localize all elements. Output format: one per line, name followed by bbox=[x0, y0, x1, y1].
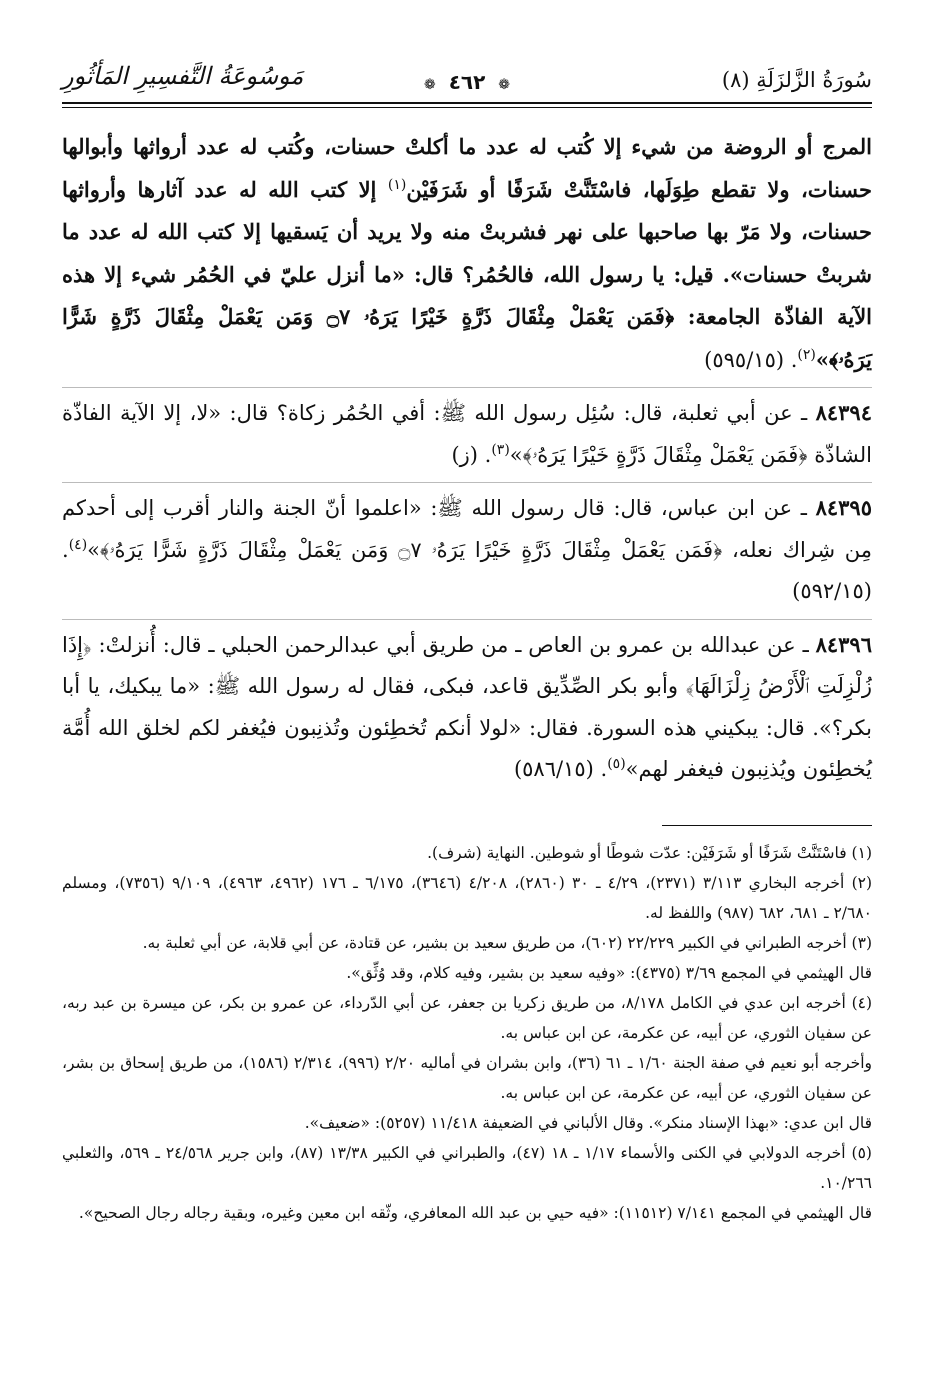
footnote: (٤) أخرجه ابن عدي في الكامل ٨/١٧٨، من طريق زكريا بن جعفر، عن أبي الدّرداء، عن عمرو بن بكر، عن ميسرة بن عبد ربه، عن سفيان الثوري، عن أبيه، عن عكرمة، عن ابن عباس به. bbox=[62, 993, 873, 1042]
footnote-ref: (٢) bbox=[797, 346, 816, 363]
hadith-entry bbox=[62, 392, 872, 476]
entry-divider bbox=[62, 619, 872, 620]
ornament-icon: ❁ bbox=[423, 77, 436, 93]
hadith-number: ٨٤٣٩٦ bbox=[815, 631, 872, 657]
footnote: وأخرجه أبو نعيم في صفة الجنة ١/٦٠ ـ ٦١ (٣٦)، وابن بشران في أماليه ٢/٢٠ (٩٩٦)، ٢/٣١٤ (١٥٨٦)، من طريق إسحاق بن بشر، عن سفيان الثوري، عن أبيه، عن عكرمة، عن ابن عباس به. bbox=[62, 1053, 872, 1102]
header-rule bbox=[62, 102, 872, 104]
header-rule-thin bbox=[62, 107, 872, 108]
source-ref: . (٥٩٢/١٥) bbox=[62, 537, 872, 603]
hadith-entry bbox=[62, 487, 872, 613]
footnote-ref: (٤) bbox=[68, 536, 88, 553]
book-title: مَوسُوعَةُ التَّفسِيرِ المَأثُورِ bbox=[62, 62, 304, 90]
page-header bbox=[62, 60, 872, 100]
footnote-ref: (٣) bbox=[491, 441, 510, 458]
entry-divider bbox=[62, 482, 872, 483]
hadith-text: ـ عن عبدالله بن عمرو بن العاص ـ من طريق أبي عبدالرحمن الحبلي ـ قال: أُنزلتْ: ﴿إِذَا زُلْزِلَتِ ٱلْأَرْضُ زِلْزَالَهَا﴾ وأبو بكر الصِّدِّيق قاعد، فبكى، فقال له رسول الله ﷺ: «ما يبكيك، يا أبا بكر؟». قال: يبكيني هذه السورة. فقال: «لولا أنكم تُخطِئون وتُذنِبون فيُغفر لكم لخلق الله أُمَّة يُخطِئون ويُذنِبون فيغفر لهم» bbox=[62, 632, 872, 781]
footnote: قال الهيثمي في المجمع ٧/١٤١ (١١٥١٢): «فيه حيي بن عبد الله المعافري، وثّقه ابن معين وغيره، وبقية رجاله رجال الصحيح». bbox=[78, 1203, 872, 1222]
ornament-icon: ❁ bbox=[498, 77, 511, 93]
footnote-ref: (٥) bbox=[607, 756, 626, 772]
footnote-divider bbox=[662, 825, 872, 826]
footnote: قال الهيثمي في المجمع ٣/٦٩ (٤٣٧٥): «وفيه سعيد بن بشير، وفيه كلام، وقد وُثِّق». bbox=[346, 963, 872, 982]
hadith-text: ـ عن أبي ثعلبة، قال: سُئِل رسول الله ﷺ: أفي الحُمُر زكاة؟ قال: «لا، إلا الآية الفاذّة الشاذّة ﴿فَمَن يَعْمَلْ مِثْقَالَ ذَرَّةٍ خَيْرًا يَرَهُۥ﴾» bbox=[62, 401, 872, 467]
hadith-text: ـ عن ابن عباس، قال: قال رسول الله ﷺ: «اعلموا أنّ الجنة والنار أقرب إلى أحدكم مِن شِراك نعله، ﴿فَمَن يَعْمَلْ مِثْقَالَ ذَرَّةٍ خَيْرًا يَرَهُۥ ۝٧ وَمَن يَعْمَلْ مِثْقَالَ ذَرَّةٍ شَرًّا يَرَهُۥ﴾» bbox=[62, 496, 872, 562]
surah-title: سُورَةُ الزَّلزَلَةِ (٨) bbox=[721, 68, 872, 92]
main-text bbox=[62, 126, 872, 791]
hadith-number: ٨٤٣٩٤ bbox=[815, 400, 872, 425]
hadith-number: ٨٤٣٩٥ bbox=[815, 495, 872, 520]
source-ref: . (٥٩٥/١٥) bbox=[704, 347, 798, 372]
footnote: (٥) أخرجه الدولابي في الكنى والأسماء ١/١٧ ـ ١٨ (٤٧)، والطبراني في الكبير ١٣/٣٨ (٨٧)، وابن جرير ٢٤/٥٦٨ ـ ٥٦٩، والثعلبي ١٠/٢٦٦. bbox=[62, 1143, 872, 1192]
source-ref: . (٥٨٦/١٥) bbox=[513, 757, 608, 781]
footnote: قال ابن عدي: «بهذا الإسناد منكر». وقال الألباني في الضعيفة ١١/٤١٨ (٥٢٥٧): «ضعيف». bbox=[304, 1113, 872, 1132]
source-ref: . (ز) bbox=[451, 442, 492, 467]
footnote: (٢) أخرجه البخاري ٣/١١٣ (٢٣٧١)، ٤/٢٩ ـ ٣٠ (٢٨٦٠)، ٤/٢٠٨ (٣٦٤٦)، ٦/١٧٥ ـ ١٧٦ (٤٩٦٢، ٤٩٦٣)، ٩/١٠٩ (٧٣٥٦)، ومسلم ٢/٦٨٠ ـ ٦٨١، ٦٨٢ (٩٨٧) واللفظ له. bbox=[62, 873, 873, 922]
entry-divider bbox=[62, 387, 872, 388]
footnote: (١) فاسْتَنَّتْ شَرَفًا أو شَرَفَيْن: عدّت شوطًا أو شوطين. النهاية (شرف). bbox=[427, 843, 872, 862]
footnote: (٣) أخرجه الطبراني في الكبير ٢٢/٢٢٩ (٦٠٢)، من طريق سعيد بن بشير، عن قتادة، عن أبي قلابة، عن أبي ثعلبة به. bbox=[142, 933, 872, 952]
hadith-entry bbox=[62, 624, 872, 791]
text-segment: المرج أو الروضة من شيء إلا كُتب له عدد ما أكلتْ حسنات، وكُتب له عدد أرواثها وأبوالها حسنات، ولا تقطع طِوَلَها، فاسْتَنَّتْ شَرَفًا أو شَرَفَيْن bbox=[62, 134, 873, 202]
footnotes bbox=[62, 838, 872, 1228]
paragraph-continuation bbox=[62, 126, 872, 381]
footnote-ref: (١) bbox=[387, 176, 407, 193]
page bbox=[62, 60, 872, 1228]
page-number: ٤٦٢ bbox=[448, 70, 486, 94]
text-segment: إلا كتب الله له عدد آثارها وأرواثها حسنات، ولا مَرّ بها صاحبها على نهر فشربتْ منه ولا يريد أن يَسقيها إلا كتب الله له عدد ما شربتْ حسنات». قيل: يا رسول الله، فالحُمُر؟ قال: «ما أنزل عليّ في الحُمُر شيء إلا هذه الآية الفاذّة الجامعة: ﴿فَمَن يَعْمَلْ مِثْقَالَ ذَرَّةٍ خَيْرًا يَرَهُۥ ۝٧ وَمَن يَعْمَلْ مِثْقَالَ ذَرَّةٍ شَرًّا يَرَهُۥ﴾» bbox=[62, 176, 873, 372]
